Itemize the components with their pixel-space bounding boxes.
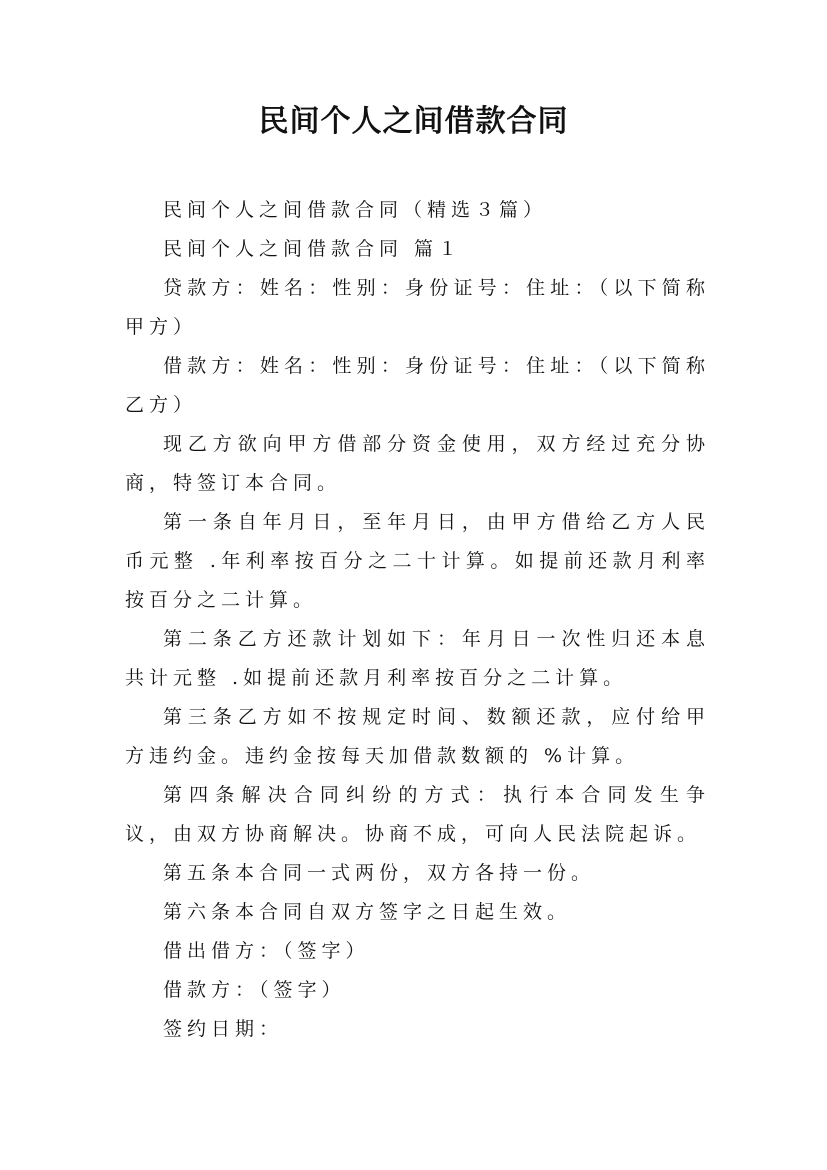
paragraph-lender: 贷款方：姓名：性别：身份证号：住址：（以下简称甲方）: [125, 277, 710, 338]
paragraph-article-6: 第六条本合同自双方签字之日起生效。: [163, 901, 572, 923]
signature-borrower: 借款方：（签字）: [163, 979, 346, 1001]
document-body: [125, 191, 710, 1049]
paragraph-article-2: 第二条乙方还款计划如下：年月日一次性归还本息共计元整 .如提前还款月利率按百分之二计算。: [125, 628, 710, 689]
document-title: 民间个人之间借款合同: [258, 104, 569, 139]
paragraph-subtitle: 民间个人之间借款合同（精选３篇）: [163, 199, 548, 221]
paragraph-borrower: 借款方：姓名：性别：身份证号：住址：（以下简称乙方）: [125, 355, 710, 416]
paragraph-article-4: 第四条解决合同纠纷的方式：执行本合同发生争议，由双方协商解决。协商不成，可向人民法院起诉。: [125, 784, 710, 845]
signing-date: 签约日期：: [163, 1018, 284, 1040]
paragraph-intro: 现乙方欲向甲方借部分资金使用，双方经过充分协商，特签订本合同。: [125, 433, 710, 494]
paragraph-article-5: 第五条本合同一式两份，双方各持一份。: [163, 862, 596, 884]
signature-lender: 借出借方：（签字）: [163, 940, 370, 962]
paragraph-article-3: 第三条乙方如不按规定时间、数额还款，应付给甲方违约金。违约金按每天加借款数额的 %计算。: [125, 706, 710, 767]
paragraph-article-1: 第一条自年月日，至年月日，由甲方借给乙方人民币元整 .年利率按百分之二十计算。如提前还款月利率按百分之二计算。: [125, 511, 710, 611]
paragraph-section-heading: 民间个人之间借款合同 篇１: [163, 238, 463, 260]
